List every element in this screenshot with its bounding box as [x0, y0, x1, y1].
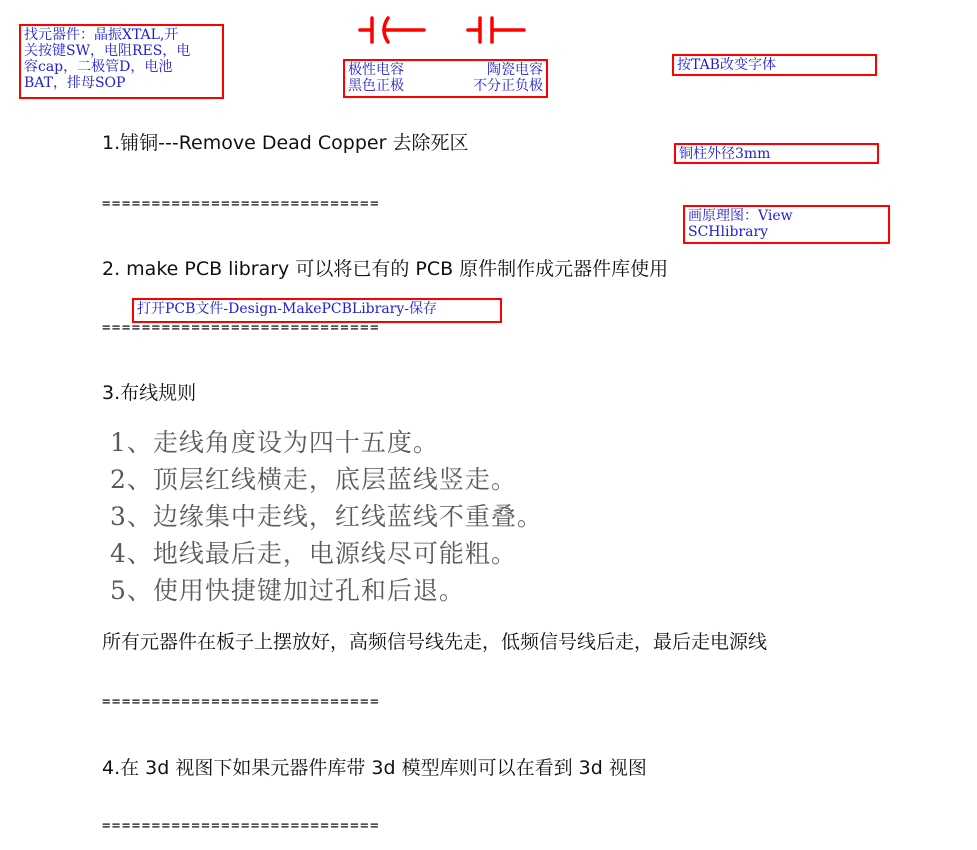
routing-rule: 3、边缘集中走线，红线蓝线不重叠。 [110, 502, 543, 531]
separator-4: ============================ [102, 818, 381, 834]
ceramic-capacitor-symbol [466, 12, 528, 48]
routing-rule: 4、地线最后走，电源线尽可能粗。 [110, 539, 517, 568]
separator-1: ============================ [102, 196, 381, 212]
routing-rules-list [110, 424, 543, 609]
tab-font-note: 按TAB改变字体 [672, 54, 877, 76]
routing-rule: 1、走线角度设为四十五度。 [110, 428, 439, 457]
polar-capacitor-label: 极性电容 [348, 62, 404, 78]
make-library-note: 打开PCB文件-Design-MakePCBLibrary-保存 [132, 298, 502, 323]
polar-capacitor-note: 黑色正极 [348, 78, 404, 94]
separator-2: ============================ [102, 320, 381, 336]
capacitor-note [343, 59, 548, 98]
schematic-note: 画原理图：View SCHlibrary [683, 205, 890, 244]
section-4-heading: 4.在 3d 视图下如果元器件库带 3d 模型库则可以在看到 3d 视图 [102, 757, 647, 779]
section-1-heading: 1.铺铜---Remove Dead Copper 去除死区 [102, 132, 469, 154]
find-components-note: 找元器件：晶振XTAL,开 关按键SW，电阻RES，电 容cap，二极管D，电池 BAT，排母SOP [19, 24, 224, 99]
routing-rule: 2、顶层红线横走，底层蓝线竖走。 [110, 465, 517, 494]
ceramic-capacitor-label: 陶瓷电容 [487, 62, 543, 78]
polar-capacitor-symbol [358, 12, 428, 48]
section-3-heading: 3.布线规则 [102, 382, 197, 404]
section-2-heading: 2. make PCB library 可以将已有的 PCB 原件制作成元器件库使用 [102, 258, 669, 280]
routing-summary: 所有元器件在板子上摆放好，高频信号线先走，低频信号线后走，最后走电源线 [102, 631, 768, 653]
copper-post-note: 铜柱外径3mm [674, 143, 879, 164]
separator-3: ============================ [102, 694, 381, 710]
routing-rule: 5、使用快捷键加过孔和后退。 [110, 576, 465, 605]
ceramic-capacitor-note: 不分正负极 [473, 78, 543, 94]
